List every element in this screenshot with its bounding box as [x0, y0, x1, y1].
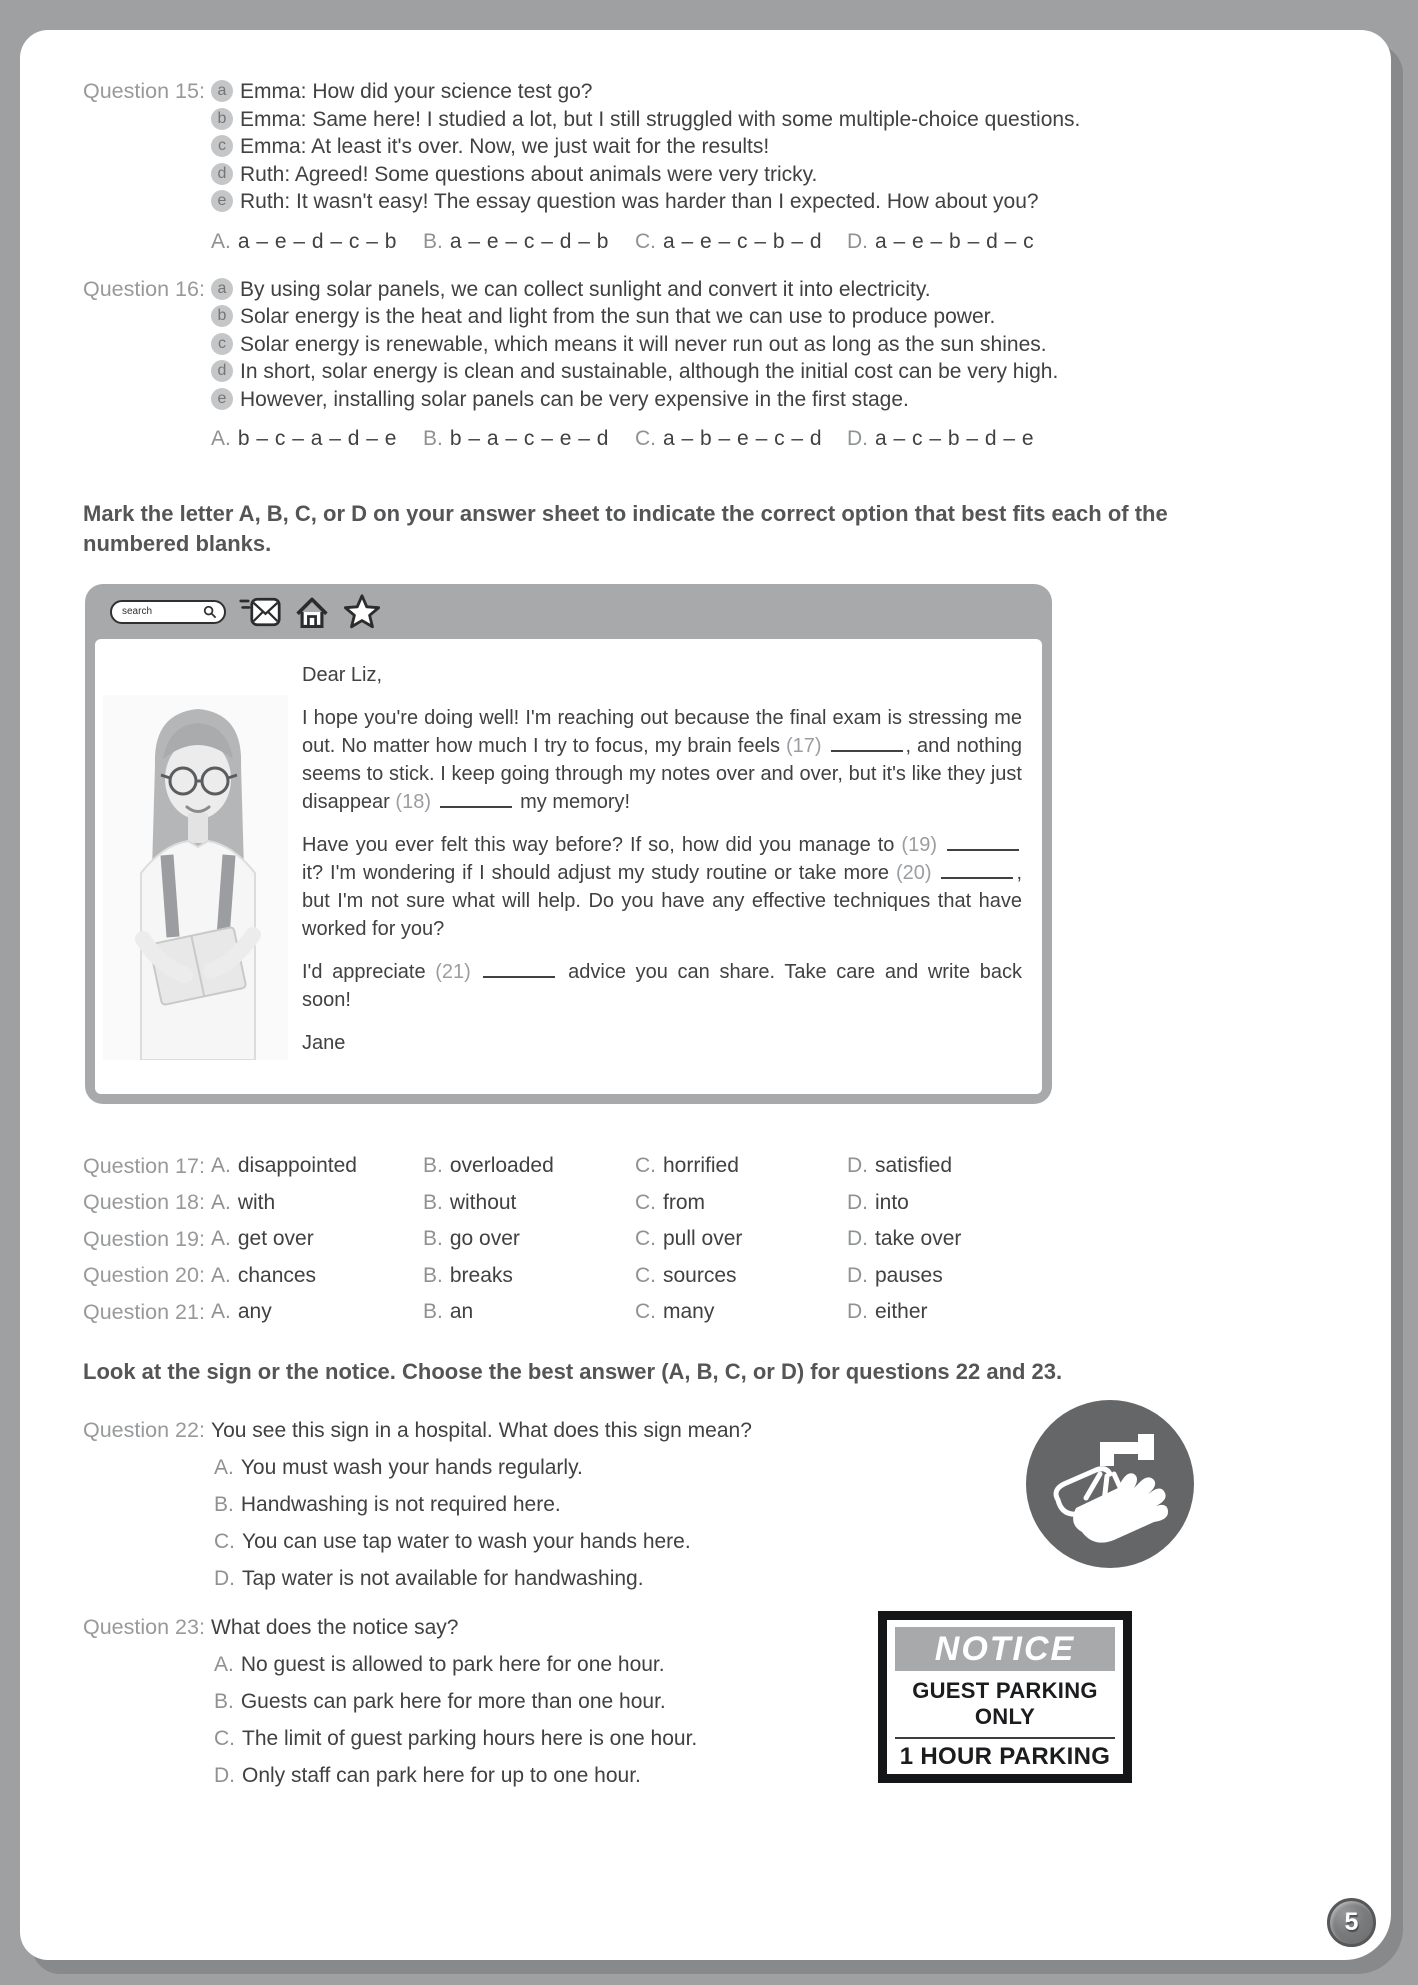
questions-17-21: [83, 1148, 1343, 1331]
letter-badge: b: [211, 108, 233, 130]
answer-option: D. either: [847, 1300, 928, 1324]
blank-line-18: [440, 793, 512, 808]
question-16-answers: [211, 427, 1343, 451]
blank-number-20: (20): [895, 862, 932, 884]
letter-badge: d: [211, 360, 233, 382]
answer-option: D. a – e – b – d – c: [847, 229, 1035, 253]
question-23-label: Question 23:: [83, 1615, 205, 1639]
browser-window: [85, 584, 1052, 1104]
blank-line-17: [831, 737, 903, 752]
sentence-item: a Emma: How did your science test go?: [211, 78, 1343, 106]
answer-option: A. No guest is allowed to park here for one hour.: [214, 1653, 665, 1676]
home-icon[interactable]: [294, 593, 330, 631]
question-22-label: Question 22:: [83, 1418, 205, 1442]
answer-option: D. into: [847, 1190, 909, 1214]
notice-line-1: GUEST PARKING: [912, 1678, 1098, 1703]
letter-badge: b: [211, 305, 233, 327]
answer-option: B. an: [423, 1300, 474, 1324]
sentence-item: c Solar energy is renewable, which means it will never run out as long as the sun shines.: [211, 331, 1343, 359]
letter-paragraph-3: I'd appreciate (21) advice you can share. Take care and write back soon!: [302, 961, 1022, 1011]
question-16: [83, 276, 1343, 474]
search-icon: [203, 605, 217, 619]
answer-option: D. take over: [847, 1227, 962, 1251]
answer-option: A. chances: [211, 1263, 317, 1287]
question-23-text: What does the notice say?: [211, 1616, 459, 1639]
answer-option: B. overloaded: [423, 1154, 554, 1178]
question-19-row: Question 19: A. get over B. go over C. pull over D. take over: [83, 1226, 962, 1251]
answer-option: B. a – e – c – d – b: [423, 229, 609, 253]
letter-badge: c: [211, 135, 233, 157]
notice-line-3: 1 HOUR PARKING: [899, 1743, 1111, 1770]
notice-title-band: NOTICE: [895, 1627, 1115, 1671]
blank-line-19: [947, 836, 1019, 851]
question-22: [83, 1412, 1343, 1597]
question-16-label: Question 16:: [83, 276, 205, 301]
answer-option: D. Tap water is not available for handwashing.: [214, 1567, 644, 1590]
blank-number-18: (18): [395, 791, 431, 813]
answer-option: D. satisfied: [847, 1154, 953, 1178]
search-input[interactable]: search: [110, 600, 226, 624]
sentence-item: e Ruth: It wasn't easy! The essay question was harder than I expected. How about you?: [211, 188, 1343, 216]
question-18-row: Question 18: A. with B. without C. from D. into: [83, 1190, 909, 1215]
answer-option: A. get over: [211, 1227, 314, 1251]
question-17-row: Question 17: A. disappointed B. overloaded C. horrified D. satisfied: [83, 1153, 953, 1178]
answer-option: B. without: [423, 1190, 517, 1214]
letter-greeting: Dear Liz,: [302, 664, 383, 686]
answer-option: C. pull over: [635, 1227, 743, 1251]
sentence-item: b Solar energy is the heat and light from the sun that we can use to produce power.: [211, 303, 1343, 331]
parking-notice-sign: [878, 1611, 1132, 1783]
question-15-answers: [211, 230, 1343, 254]
question-21-row: Question 21: A. any B. an C. many D. either: [83, 1299, 928, 1324]
letter-paragraph-2: Have you ever felt this way before? If so, how did you manage to (19) it? I'm wondering if I should adjust my study routine or take more (20) , but I'm not sure what will help. Do you have any effective techniques that have worked for you?: [302, 834, 1022, 940]
blank-number-17: (17): [785, 735, 822, 757]
answer-option: C. sources: [635, 1263, 737, 1287]
mail-icon[interactable]: [239, 593, 281, 631]
letter-paragraph-1: I hope you're doing well! I'm reaching out because the final exam is stressing me out. No matter how much I try to focus, my brain feels (17) , and nothing seems to stick. I keep going through my notes over and over, but it's like they just disappear (18) my memory!: [302, 707, 1023, 813]
letter-badge: e: [211, 190, 233, 212]
answer-option: C. a – e – c – b – d: [635, 229, 823, 253]
answer-option: D. a – c – b – d – e: [847, 427, 1035, 450]
answer-option: A. You must wash your hands regularly.: [214, 1456, 583, 1479]
letter-text: [302, 661, 1022, 1078]
blank-number-19: (19): [901, 834, 937, 856]
answer-option: A. b – c – a – d – e: [211, 427, 397, 450]
letter-panel: [95, 639, 1042, 1094]
answer-option: A. any: [211, 1300, 272, 1324]
blank-number-21: (21): [435, 961, 471, 983]
instruction-blanks: Mark the letter A, B, C, or D on your answer sheet to indicate the correct option that best fits each of the numbered blanks.: [83, 501, 1168, 556]
letter-badge: a: [211, 80, 233, 102]
answer-option: B. Guests can park here for more than one hour.: [214, 1690, 666, 1713]
answer-option: B. Handwashing is not required here.: [214, 1493, 561, 1516]
page-number-badge: 5: [1327, 1898, 1376, 1947]
notice-line-2: ONLY: [895, 1704, 1115, 1739]
letter-badge: d: [211, 163, 233, 185]
question-20-row: Question 20: A. chances B. breaks C. sources D. pauses: [83, 1263, 943, 1288]
question-23: [83, 1609, 1343, 1794]
sentence-item: c Emma: At least it's over. Now, we just wait for the results!: [211, 133, 1343, 161]
answer-option: B. b – a – c – e – d: [423, 427, 609, 450]
sentence-item: d Ruth: Agreed! Some questions about animals were very tricky.: [211, 161, 1343, 189]
answer-option: D. Only staff can park here for up to one hour.: [214, 1764, 641, 1787]
question-22-text: You see this sign in a hospital. What does this sign mean?: [211, 1419, 752, 1442]
letter-badge: c: [211, 333, 233, 355]
answer-option: A. disappointed: [211, 1154, 357, 1178]
answer-option: B. breaks: [423, 1263, 513, 1287]
answer-option: A. with: [211, 1190, 276, 1214]
answer-option: D. pauses: [847, 1263, 943, 1287]
letter-signoff: Jane: [302, 1032, 346, 1054]
sentence-item: d In short, solar energy is clean and sustainable, although the initial cost can be very high.: [211, 358, 1343, 386]
answer-option: C. a – b – e – c – d: [635, 427, 823, 450]
answer-option: C. You can use tap water to wash your hands here.: [214, 1530, 691, 1553]
answer-option: C. from: [635, 1190, 705, 1214]
browser-toolbar: [95, 584, 1042, 639]
star-icon[interactable]: [343, 593, 381, 631]
instruction-sign-notice: Look at the sign or the notice. Choose the best answer (A, B, C, or D) for questions 22 and 23.: [83, 1358, 1063, 1384]
letter-badge: e: [211, 388, 233, 410]
answer-option: C. The limit of guest parking hours here is one hour.: [214, 1727, 698, 1750]
blank-line-21: [483, 963, 555, 978]
answer-option: C. horrified: [635, 1154, 739, 1178]
handwashing-sign-icon: [1022, 1396, 1198, 1572]
sentence-item: a By using solar panels, we can collect sunlight and convert it into electricity.: [211, 276, 1343, 304]
blank-line-20: [941, 864, 1013, 879]
question-15-label: Question 15:: [83, 79, 205, 103]
sentence-item: b Emma: Same here! I studied a lot, but I still struggled with some multiple-choice questions.: [211, 106, 1343, 134]
letter-badge: a: [211, 278, 233, 300]
question-15: [83, 78, 1343, 276]
worksheet-page: [20, 30, 1391, 1960]
answer-option: C. many: [635, 1300, 715, 1324]
student-photo: [103, 695, 288, 1078]
answer-option: B. go over: [423, 1227, 520, 1251]
sentence-item: e However, installing solar panels can be very expensive in the first stage.: [211, 386, 1343, 414]
answer-option: A. a – e – d – c – b: [211, 229, 397, 253]
